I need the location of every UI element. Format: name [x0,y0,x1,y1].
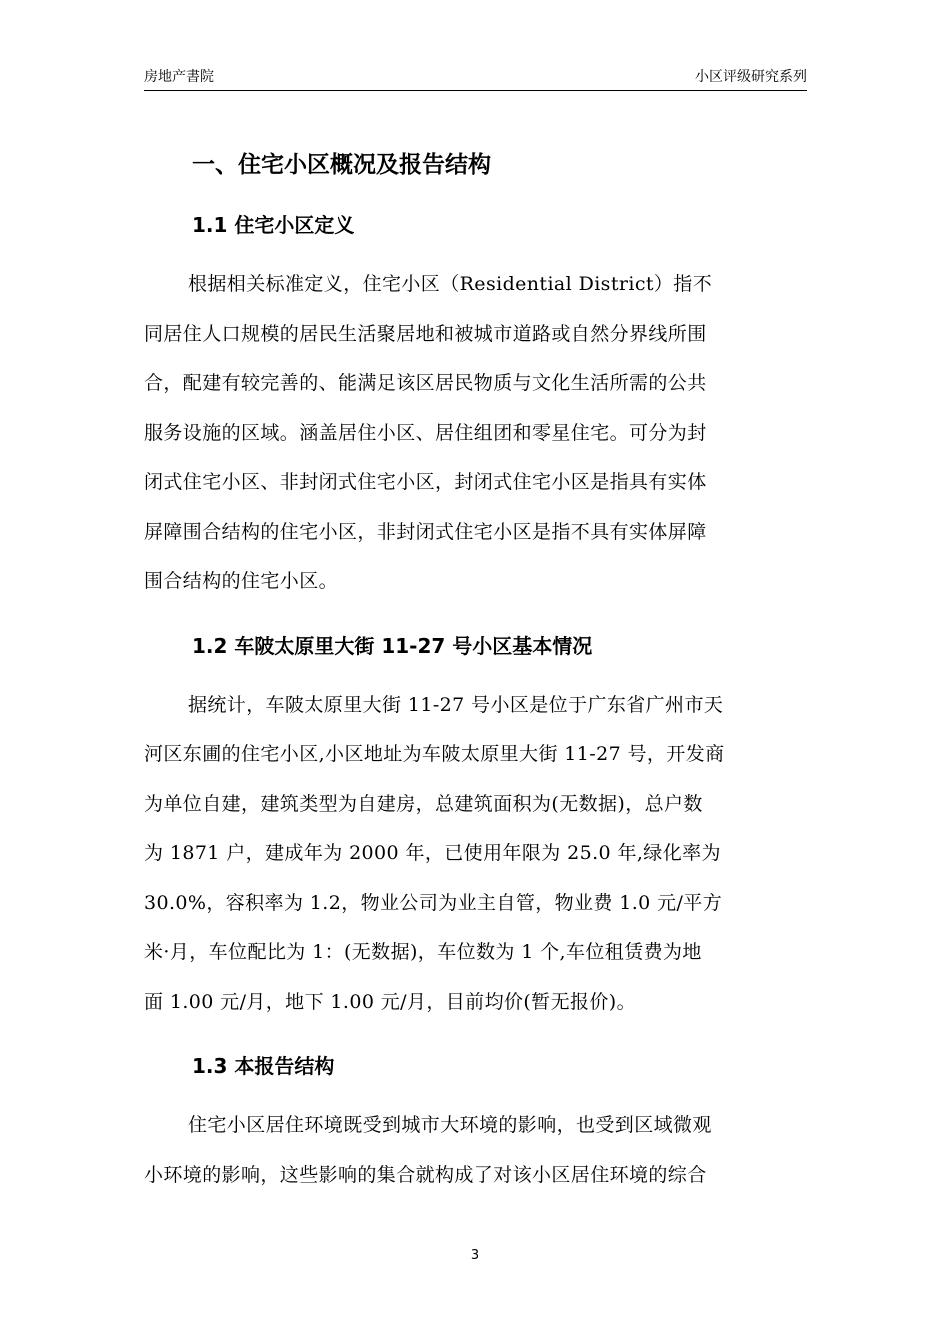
text-line: 合，配建有较完善的、能满足该区居民物质与文化生活所需的公共 [144,372,707,394]
page-header [144,66,807,91]
text-line: 屏障围合结构的住宅小区，非封闭式住宅小区是指不具有实体屏障 [144,520,707,543]
text-line: 住宅小区居住环境既受到城市大环境的影响，也受到区域微观 [188,1114,712,1136]
text-line: 30.0%，容积率为 1.2，物业公司为业主自管，物业费 1.0 元/平方 [144,891,723,914]
text-line: 河区东圃的住宅小区,小区地址为车陂太原里大街 11-27 号，开发商 [144,743,725,765]
text-line: 同居住人口规模的居民生活聚居地和被城市道路或自然分界线所围 [144,322,707,345]
text-line: 闭式住宅小区、非封闭式住宅小区，封闭式住宅小区是指具有实体 [144,471,707,493]
text-line: 根据相关标准定义，住宅小区（Residential District）指不 [188,273,713,295]
paragraph-definition [144,260,807,607]
document-body [144,140,807,1200]
paragraph-report-structure [144,1101,807,1200]
text-line: 服务设施的区域。涵盖居住小区、居住组团和零星住宅。可分为封 [144,421,707,444]
section-title: 一、住宅小区概况及报告结构 [192,152,491,178]
text-line: 小环境的影响，这些影响的集合就构成了对该小区居住环境的综合 [144,1163,707,1186]
header-series-title: 小区评级研究系列 [695,69,807,85]
header-publisher: 房地产書院 [144,69,214,85]
text-line: 面 1.00 元/月，地下 1.00 元/月，目前均价(暂无报价)。 [144,990,636,1013]
heading-1-1: 1.1 住宅小区定义 [192,213,355,237]
text-line: 为单位自建，建筑类型为自建房，总建筑面积为(无数据)，总户数 [144,792,703,815]
paragraph-basic-info [144,681,807,1028]
page-number: 3 [470,1248,480,1263]
text-line: 为 1871 户，建成年为 2000 年，已使用年限为 25.0 年,绿化率为 [144,842,721,864]
text-line: 据统计，车陂太原里大街 11-27 号小区是位于广东省广州市天 [188,693,724,716]
heading-1-2: 1.2 车陂太原里大街 11-27 号小区基本情况 [192,633,593,658]
text-line: 米·月，车位配比为 1：(无数据)，车位数为 1 个,车位租赁费为地 [144,941,702,963]
heading-1-3: 1.3 本报告结构 [192,1054,335,1078]
text-line: 围合结构的住宅小区。 [144,570,339,592]
